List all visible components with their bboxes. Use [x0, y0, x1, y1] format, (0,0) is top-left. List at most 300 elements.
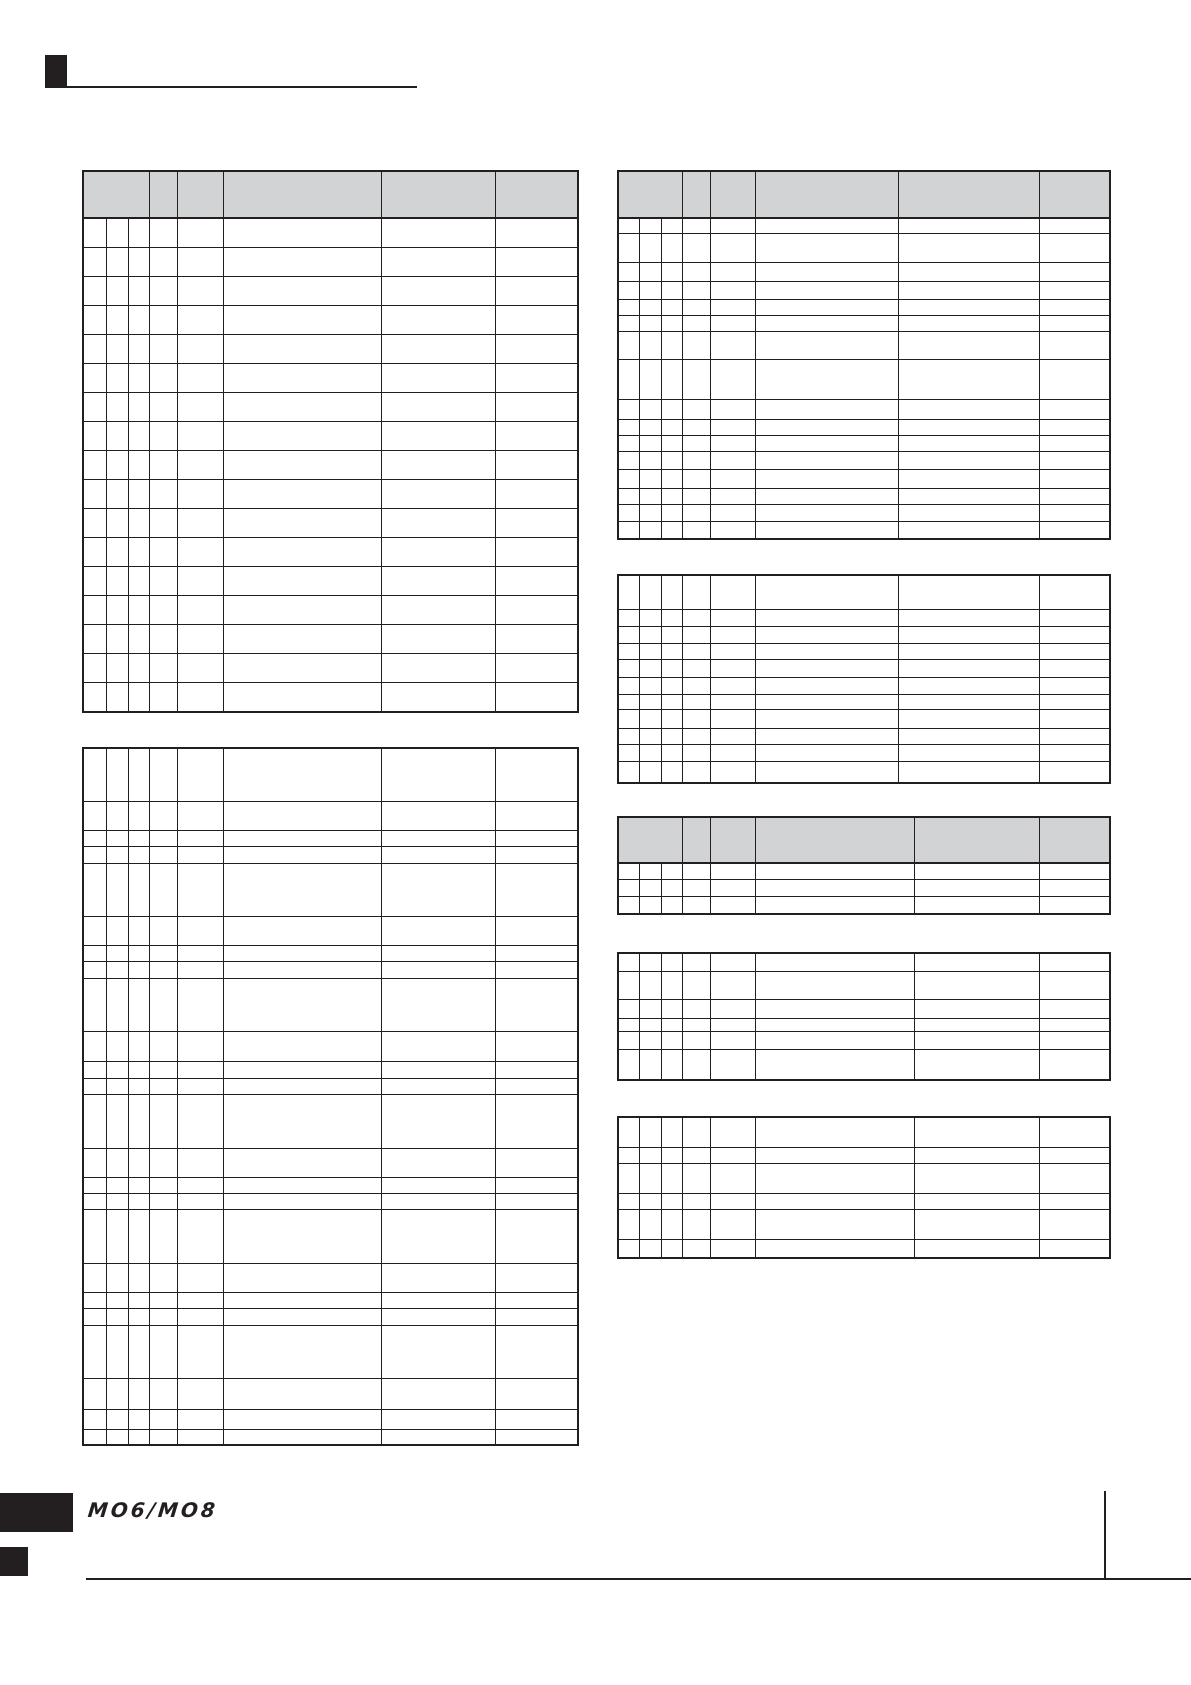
table-cell [150, 625, 178, 653]
table-cell [915, 1118, 1040, 1147]
table-cell [107, 1410, 129, 1429]
table-row [84, 1079, 577, 1095]
table-cell [683, 729, 711, 744]
table-cell [619, 300, 640, 315]
table-cell [178, 864, 224, 916]
table-cell [683, 897, 711, 913]
table-cell [107, 1194, 129, 1209]
table-cell [178, 946, 224, 961]
table-cell [619, 436, 640, 451]
table-row [84, 480, 577, 509]
table-cell [496, 277, 577, 305]
table-cell [640, 470, 662, 488]
table-cell [915, 1194, 1040, 1209]
table-cell [1040, 1210, 1109, 1239]
table-cell [129, 962, 150, 978]
table-row [619, 695, 1109, 710]
table-cell [1040, 219, 1109, 233]
table-cell [683, 436, 711, 451]
table-cell [619, 610, 640, 626]
table-row [619, 1194, 1109, 1210]
table-cell [150, 1309, 178, 1325]
table-cell [640, 678, 662, 694]
table-cell [129, 749, 150, 801]
table-cell [756, 1240, 915, 1257]
table-cell [496, 625, 577, 653]
table-cell [107, 1210, 129, 1263]
table-cell [899, 505, 1040, 521]
table-cell [129, 946, 150, 961]
table-row [619, 610, 1109, 627]
table-cell [224, 538, 382, 566]
table-cell [382, 802, 496, 830]
table-cell [107, 1264, 129, 1292]
table-cell [129, 219, 150, 247]
table-cell [178, 962, 224, 978]
table-cell [1040, 400, 1109, 419]
table-header-cell [711, 818, 756, 862]
table-row [84, 831, 577, 847]
table-cell [107, 1079, 129, 1094]
table-cell [129, 979, 150, 1031]
table-cell [382, 864, 496, 916]
table-cell [1040, 660, 1109, 677]
table-cell [640, 745, 662, 761]
table-cell [150, 802, 178, 830]
table-cell [640, 420, 662, 435]
table-cell [640, 300, 662, 315]
table-cell [107, 1309, 129, 1325]
table-cell [496, 567, 577, 595]
table-cell [756, 360, 899, 399]
table-cell [178, 1079, 224, 1094]
table-cell [129, 567, 150, 595]
table-cell [1040, 1050, 1109, 1079]
table-cell [915, 1050, 1040, 1079]
table-cell [711, 470, 756, 488]
table-cell [382, 1309, 496, 1325]
table-cell [178, 480, 224, 508]
table-cell [662, 282, 683, 299]
table-cell [662, 1019, 683, 1031]
table-row [619, 505, 1109, 522]
table-cell [619, 864, 640, 879]
table-cell [150, 538, 178, 566]
table-cell [1040, 489, 1109, 504]
table-cell [129, 654, 150, 682]
table-cell [150, 1430, 178, 1444]
table-row [84, 847, 577, 864]
table-cell [640, 972, 662, 999]
table-cell [711, 880, 756, 896]
table-cell [619, 505, 640, 521]
table-cell [899, 400, 1040, 419]
table-cell [107, 480, 129, 508]
table-cell [662, 1194, 683, 1209]
table-cell [129, 1309, 150, 1325]
table-cell [1040, 954, 1109, 971]
table-cell [107, 1293, 129, 1308]
table-cell [178, 1095, 224, 1148]
table-cell [619, 644, 640, 659]
table-row [619, 1000, 1109, 1019]
table-cell [382, 1379, 496, 1409]
table-cell [683, 610, 711, 626]
table-row [619, 219, 1109, 234]
table-cell [899, 452, 1040, 469]
table-row [619, 436, 1109, 452]
table-cell [84, 538, 107, 566]
table-cell [619, 522, 640, 538]
table-cell [150, 1264, 178, 1292]
table-cell [150, 364, 178, 392]
table-cell [756, 400, 899, 419]
table-cell [224, 917, 382, 945]
table-header-cell [382, 172, 496, 217]
table-cell [107, 219, 129, 247]
table-header-row [619, 818, 1109, 864]
table-cell [178, 802, 224, 830]
table-cell [619, 1000, 640, 1018]
table-cell [107, 917, 129, 945]
table-cell [662, 1050, 683, 1079]
table-cell [711, 972, 756, 999]
table-cell [224, 1379, 382, 1409]
table-cell [178, 1326, 224, 1378]
table-cell [619, 332, 640, 359]
table-cell [84, 749, 107, 801]
table-cell [662, 644, 683, 659]
table-row [619, 627, 1109, 644]
table-cell [129, 847, 150, 863]
table-cell [107, 625, 129, 653]
table-row [619, 1240, 1109, 1257]
brand-logo: MO6/MO8 [86, 1498, 220, 1522]
table-cell [662, 1118, 683, 1147]
table-row [84, 1032, 577, 1062]
table-header-cell [84, 172, 150, 217]
table-row [84, 248, 577, 277]
table-cell [129, 451, 150, 479]
table-cell [899, 316, 1040, 331]
table-cell [711, 219, 756, 233]
table-cell [178, 422, 224, 450]
table-cell [150, 422, 178, 450]
table-cell [756, 627, 899, 643]
table-cell [84, 422, 107, 450]
table-cell [1040, 316, 1109, 331]
table-cell [640, 316, 662, 331]
table-cell [662, 880, 683, 896]
table-cell [224, 962, 382, 978]
table-row [84, 864, 577, 917]
table-cell [662, 489, 683, 504]
table-cell [662, 695, 683, 709]
table-cell [496, 1379, 577, 1409]
table-cell [683, 360, 711, 399]
table-cell [150, 831, 178, 846]
table-cell [899, 644, 1040, 659]
table-cell [662, 660, 683, 677]
table-cell [224, 683, 382, 711]
table-cell [84, 306, 107, 334]
table-cell [382, 596, 496, 624]
table-cell [683, 1240, 711, 1257]
table-cell [178, 509, 224, 537]
table-cell [899, 420, 1040, 435]
table-cell [129, 1095, 150, 1148]
table-cell [640, 452, 662, 469]
table-cell [224, 393, 382, 421]
table-cell [382, 335, 496, 363]
table-cell [711, 263, 756, 281]
table-cell [150, 1032, 178, 1061]
table-cell [150, 1293, 178, 1308]
table-cell [107, 509, 129, 537]
table-cell [662, 576, 683, 609]
table-cell [683, 505, 711, 521]
table-cell [107, 277, 129, 305]
table-cell [84, 1379, 107, 1409]
table-cell [84, 1062, 107, 1078]
table-cell [683, 745, 711, 761]
table-cell [619, 762, 640, 782]
table-cell [683, 263, 711, 281]
table-cell [619, 316, 640, 331]
table-cell [640, 1050, 662, 1079]
table-cell [640, 505, 662, 521]
table-cell [683, 678, 711, 694]
table-cell [619, 470, 640, 488]
table-cell [683, 660, 711, 677]
table-cell [683, 627, 711, 643]
table-cell [382, 364, 496, 392]
table-cell [178, 625, 224, 653]
table-cell [129, 1062, 150, 1078]
table-cell [711, 316, 756, 331]
table-cell [619, 219, 640, 233]
right-margin-rule [1104, 1491, 1106, 1580]
table-cell [129, 1194, 150, 1209]
table-cell [711, 1118, 756, 1147]
table-cell [496, 1293, 577, 1308]
table-cell [662, 263, 683, 281]
table-cell [640, 263, 662, 281]
table-cell [683, 1148, 711, 1163]
table-cell [224, 306, 382, 334]
table-cell [1040, 864, 1109, 879]
table-cell [224, 277, 382, 305]
table-row [84, 625, 577, 654]
table-cell [756, 300, 899, 315]
table-cell [619, 282, 640, 299]
table-header-cell [915, 818, 1040, 862]
table-cell [496, 1032, 577, 1061]
table-cell [150, 1210, 178, 1263]
table-cell [640, 1194, 662, 1209]
table-row [84, 422, 577, 451]
table-row [84, 749, 577, 802]
table-cell [224, 946, 382, 961]
table-cell [178, 277, 224, 305]
table-cell [683, 522, 711, 538]
table-cell [129, 393, 150, 421]
table-cell [129, 1430, 150, 1444]
table-cell [107, 248, 129, 276]
table-cell [711, 897, 756, 913]
table-cell [662, 762, 683, 782]
section-marker-icon [45, 55, 67, 87]
table-row [84, 1326, 577, 1379]
table-cell [756, 316, 899, 331]
table-cell [382, 683, 496, 711]
table-cell [899, 710, 1040, 728]
table-cell [640, 1032, 662, 1049]
table-cell [711, 452, 756, 469]
table-cell [711, 505, 756, 521]
table-right-2 [617, 574, 1111, 784]
table-cell [382, 1194, 496, 1209]
table-row [84, 277, 577, 306]
table-cell [899, 695, 1040, 709]
table-cell [129, 277, 150, 305]
table-cell [662, 1240, 683, 1257]
table-cell [150, 847, 178, 863]
table-cell [1040, 1019, 1109, 1031]
table-cell [129, 1326, 150, 1378]
table-cell [1040, 470, 1109, 488]
table-cell [150, 979, 178, 1031]
table-cell [915, 880, 1040, 896]
table-cell [640, 522, 662, 538]
table-cell [711, 1032, 756, 1049]
table-cell [496, 962, 577, 978]
table-cell [1040, 1032, 1109, 1049]
table-cell [178, 1062, 224, 1078]
table-cell [619, 1118, 640, 1147]
table-cell [84, 1326, 107, 1378]
table-cell [640, 1240, 662, 1257]
table-cell [662, 710, 683, 728]
table-cell [756, 897, 915, 913]
table-cell [756, 729, 899, 744]
table-cell [129, 1410, 150, 1429]
table-cell [619, 400, 640, 419]
table-row [619, 489, 1109, 505]
table-cell [662, 420, 683, 435]
table-cell [107, 1032, 129, 1061]
table-cell [619, 452, 640, 469]
table-cell [1040, 1148, 1109, 1163]
table-cell [84, 1149, 107, 1177]
table-row [619, 954, 1109, 972]
table-cell [711, 1164, 756, 1193]
table-row [619, 522, 1109, 538]
table-cell [756, 1148, 915, 1163]
table-cell [150, 1095, 178, 1148]
table-cell [711, 864, 756, 879]
table-cell [640, 644, 662, 659]
table-cell [129, 1264, 150, 1292]
table-cell [756, 470, 899, 488]
table-cell [496, 335, 577, 363]
table-cell [662, 436, 683, 451]
table-header-cell [619, 818, 683, 862]
table-cell [683, 1019, 711, 1031]
table-cell [683, 332, 711, 359]
table-cell [619, 897, 640, 913]
table-cell [129, 538, 150, 566]
table-row [84, 1430, 577, 1444]
table-cell [711, 762, 756, 782]
table-cell [224, 1032, 382, 1061]
table-cell [662, 610, 683, 626]
table-cell [711, 745, 756, 761]
table-cell [756, 1194, 915, 1209]
table-cell [224, 219, 382, 247]
table-cell [178, 393, 224, 421]
table-cell [915, 897, 1040, 913]
table-cell [899, 576, 1040, 609]
table-cell [150, 654, 178, 682]
table-cell [640, 710, 662, 728]
table-cell [756, 710, 899, 728]
table-cell [1040, 610, 1109, 626]
table-row [84, 1293, 577, 1309]
table-cell [640, 695, 662, 709]
table-cell [178, 1264, 224, 1292]
table-cell [711, 1194, 756, 1209]
table-cell [915, 1210, 1040, 1239]
table-cell [899, 300, 1040, 315]
table-cell [711, 522, 756, 538]
table-cell [915, 1019, 1040, 1031]
table-cell [107, 1095, 129, 1148]
table-cell [382, 1210, 496, 1263]
table-row [84, 946, 577, 962]
table-cell [756, 610, 899, 626]
table-cell [619, 1194, 640, 1209]
table-cell [711, 660, 756, 677]
table-cell [382, 1062, 496, 1078]
table-cell [178, 1430, 224, 1444]
table-cell [224, 1178, 382, 1193]
table-row [84, 1379, 577, 1410]
table-right-1 [617, 170, 1111, 540]
table-cell [178, 1210, 224, 1263]
table-cell [915, 1032, 1040, 1049]
table-cell [619, 710, 640, 728]
table-row [84, 802, 577, 831]
table-cell [662, 234, 683, 262]
table-cell [496, 1079, 577, 1094]
table-cell [662, 972, 683, 999]
table-cell [640, 489, 662, 504]
table-cell [756, 234, 899, 262]
table-cell [224, 1194, 382, 1209]
table-cell [150, 1149, 178, 1177]
table-cell [496, 917, 577, 945]
table-cell [129, 1178, 150, 1193]
table-cell [224, 1430, 382, 1444]
table-cell [178, 567, 224, 595]
table-cell [150, 567, 178, 595]
table-cell [150, 219, 178, 247]
table-row [619, 452, 1109, 470]
table-cell [84, 1293, 107, 1308]
table-row [619, 1032, 1109, 1050]
table-cell [1040, 644, 1109, 659]
